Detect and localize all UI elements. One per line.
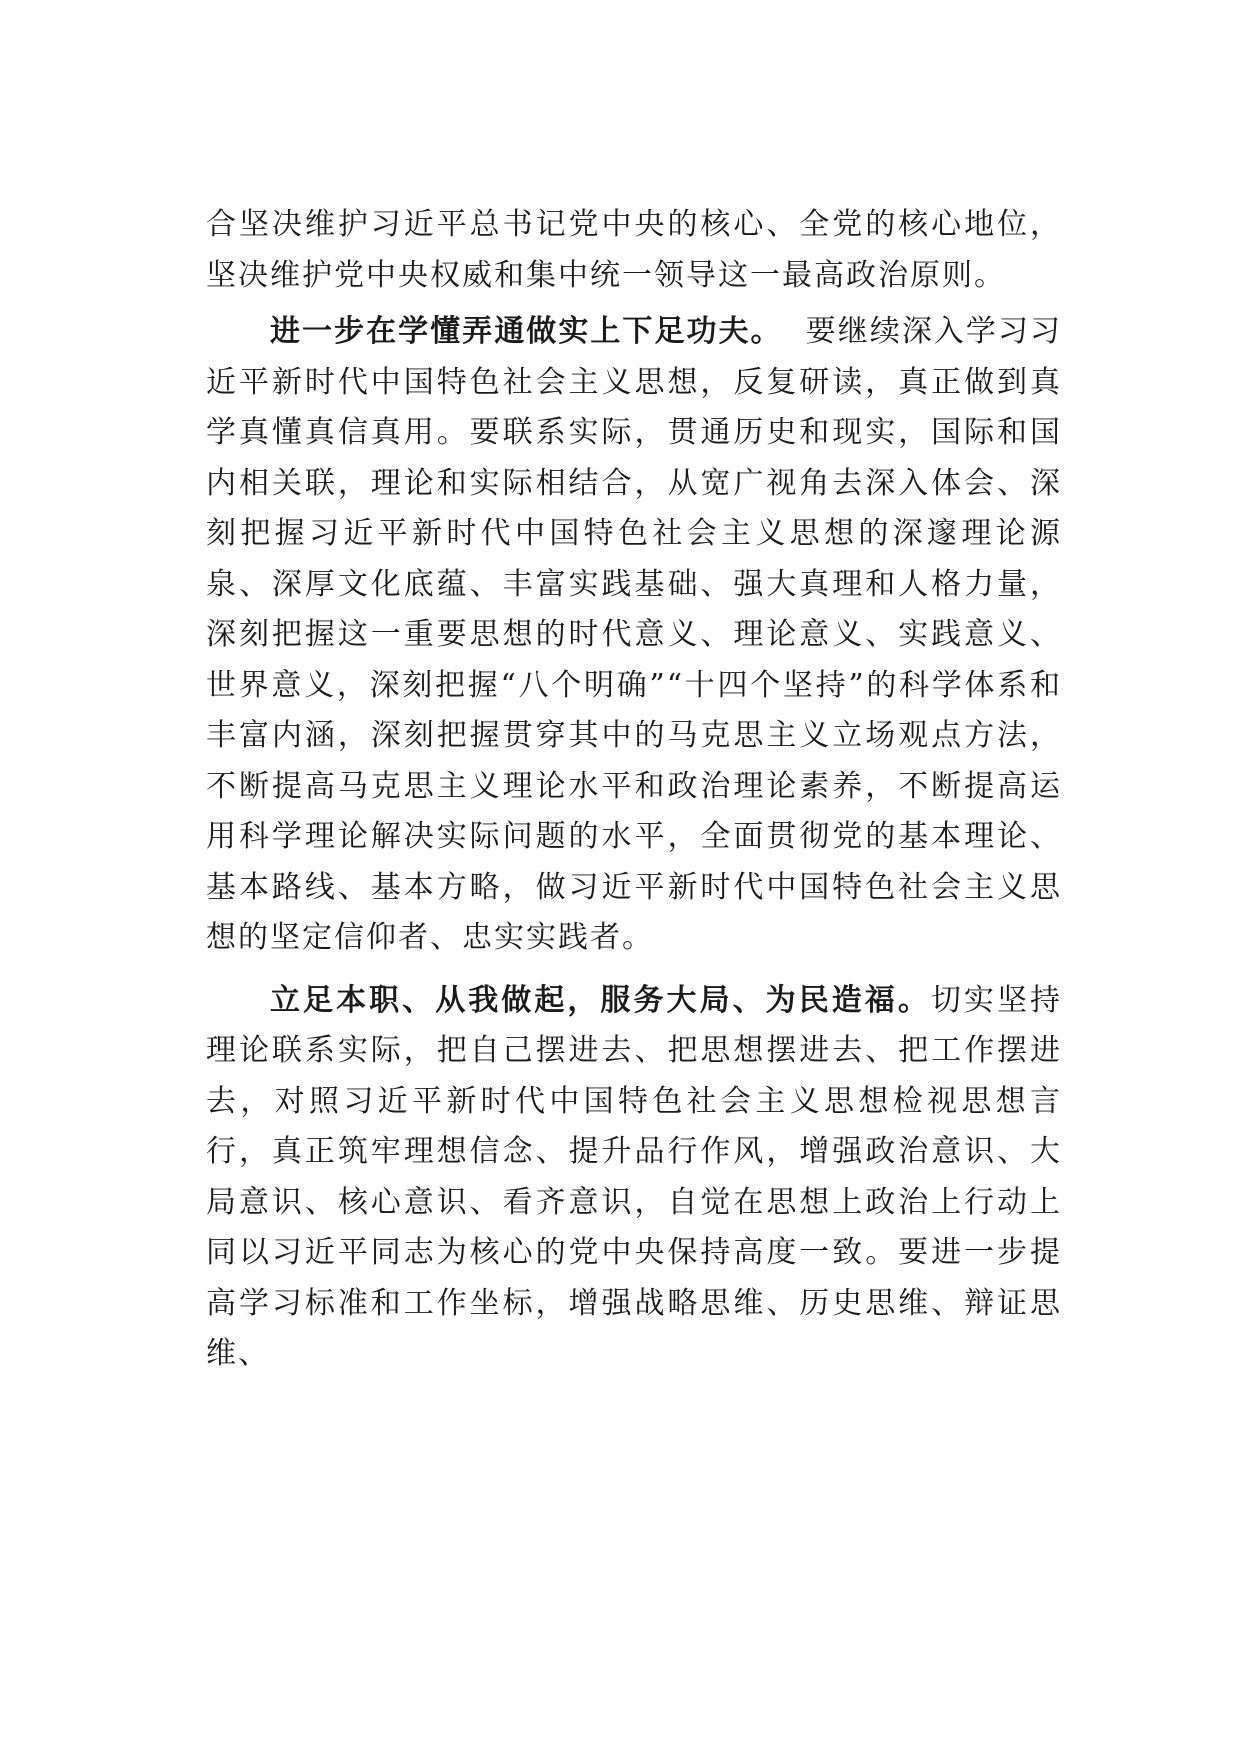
paragraph-text: 要继续深入学习习近平新时代中国特色社会主义思想，反复研读，真正做到真学真懂真信真用。要联系实际，贯通历史和现实，国际和国内相关联，理论和实际相结合，从宽广视角去深入体会、深刻把握习近平新时代中国特色社会主义思想的深邃理论源泉、深厚文化底蕴、丰富实践基础、强大真理和人格力量，深刻把握这一重要思想的时代意义、理论意义、实践意义、世界意义，深刻把握“八个明确”“十四个坚持”的科学体系和丰富内涵，深刻把握贯穿其中的马克思主义立场观点方法，不断提高马克思主义理论水平和政治理论素养，不断提高运用科学理论解决实际问题的水平，全面贯彻党的基本理论、基本路线、基本方略，做习近平新时代中国特色社会主义思想的坚定信仰者、忠实实践者。 <box>206 314 1062 955</box>
paragraph-continuation <box>206 200 1062 301</box>
paragraph-text: 切实坚持理论联系实际，把自己摆进去、把思想摆进去、把工作摆进去，对照习近平新时代中国特色社会主义思想检视思想言行，真正筑牢理想信念、提升品行作风，增强政治意识、大局意识、核心意识、看齐意识，自觉在思想上政治上行动上同以习近平同志为核心的党中央保持高度一致。要进一步提高学习标准和工作坐标，增强战略思维、历史思维、辩证思维、 <box>206 982 1063 1371</box>
paragraph-lead: 进一步在学懂弄通做实上下足功夫。 <box>270 314 783 349</box>
paragraph-duty <box>206 976 1062 1380</box>
document-body <box>206 200 1062 1392</box>
paragraph-lead: 立足本职、从我做起，服务大局、为民造福。 <box>270 982 931 1018</box>
paragraph-text: 合坚决维护习近平总书记党中央的核心、全党的核心地位，坚决维护党中央权威和集中统一领导这一最高政治原则。 <box>206 207 1062 293</box>
paragraph-study <box>206 307 1062 964</box>
